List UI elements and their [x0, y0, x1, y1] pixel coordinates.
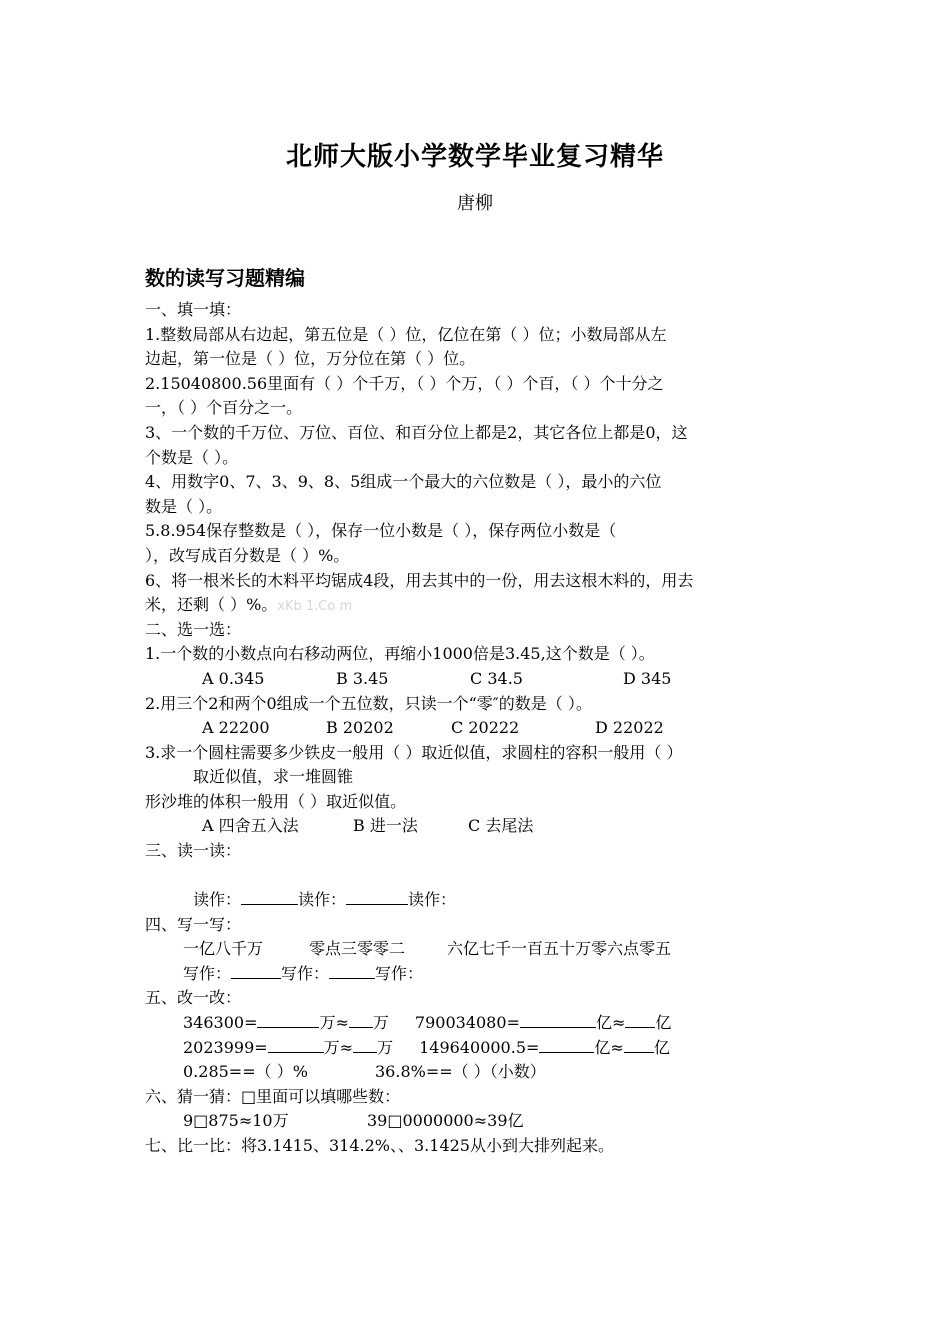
- rewrite-4-unit: 亿: [653, 1037, 670, 1057]
- choice-1-option-a: A 0.345: [202, 668, 265, 688]
- write-blank-1: [231, 962, 281, 979]
- choice-3-option-c: C 去尾法: [468, 816, 534, 836]
- choice-2-option-a: A 22200: [202, 718, 270, 738]
- section-title: 数的读写习题精编: [145, 266, 305, 290]
- choice-1-option-d: D 345: [623, 668, 672, 688]
- write-label-2: 写作：: [281, 963, 330, 983]
- rewrite-1-number: 346300=: [183, 1013, 258, 1033]
- guess-row: [145, 1109, 810, 1134]
- heading-compare: 七、比一比：将3.1415、314.2%、、3.1425从小到大排列起来。: [145, 1136, 614, 1155]
- read-blank-2: [346, 888, 408, 905]
- question-2-line-2: 一，（ ）个百分之一。: [145, 398, 303, 418]
- heading-fill-in: 一、填一填：: [145, 300, 242, 319]
- rewrite-3-unit-approx: 万≈: [323, 1037, 354, 1057]
- question-4-line-2: 数是（ ）。: [145, 496, 223, 516]
- guess-item-2: 39□0000000≈39亿: [367, 1111, 524, 1131]
- watermark: xKb 1.Co m: [277, 599, 353, 615]
- rewrite-4-number: 149640000.5=: [419, 1037, 540, 1057]
- choice-3-line-2: 取近似值，求一堆圆锥: [193, 767, 354, 787]
- write-row: [145, 962, 810, 987]
- choice-1-option-b: B 3.45: [336, 668, 389, 688]
- write-items: [145, 937, 810, 962]
- choice-1-options: [145, 667, 810, 692]
- rewrite-4-blank-a: [539, 1036, 594, 1053]
- rewrite-row-3: [145, 1060, 810, 1085]
- rewrite-2-unit: 亿: [655, 1013, 672, 1033]
- question-5-line-2: ），改写成百分数是（ ）%。: [145, 545, 350, 565]
- rewrite-3-blank-a: [268, 1036, 324, 1053]
- page-title: 北师大版小学数学毕业复习精华: [285, 142, 664, 172]
- guess-item-1: 9□875≈10万: [183, 1111, 289, 1131]
- read-label-1: 读作：: [193, 890, 242, 910]
- rewrite-1-blank-a: [257, 1011, 319, 1028]
- choice-3-option-b: B 进一法: [353, 816, 418, 836]
- write-label-1: 写作：: [183, 963, 232, 983]
- heading-rewrite: 五、改一改：: [145, 988, 242, 1008]
- choice-3-line-3: 形沙堆的体积一般用（ ）取近似值。: [145, 791, 407, 811]
- rewrite-1-blank-b: [349, 1011, 373, 1028]
- rewrite-3-number: 2023999=: [183, 1037, 268, 1057]
- write-item-2: 零点三零零二: [309, 939, 406, 959]
- heading-write: 四、写一写：: [145, 914, 242, 934]
- rewrite-2-unit-approx: 亿≈: [595, 1013, 626, 1033]
- question-1-line-2: 边起，第一位是（ ）位，万分位在第（ ）位。: [145, 349, 476, 369]
- question-4-line-1: 4、用数字0、7、3、9、8、5组成一个最大的六位数是（ ），最小的六位: [145, 472, 662, 492]
- question-6-text: 米，还剩（ ）%。: [145, 595, 278, 615]
- heading-guess: 六、猜一猜：□里面可以填哪些数：: [145, 1086, 401, 1106]
- rewrite-row-2: [145, 1036, 810, 1061]
- write-item-3: 六亿七千一百五十万零六点零五: [447, 939, 672, 959]
- question-3-line-1: 3、一个数的千万位、万位、百位、和百分位上都是2，其它各位上都是0，这: [145, 422, 688, 442]
- question-3-line-2: 个数是（ ）。: [145, 447, 239, 467]
- rewrite-2-number: 790034080=: [414, 1013, 520, 1033]
- choice-3-line-1: 3.求一个圆柱需要多少铁皮一般用（ ）取近似值，求圆柱的容积一般用（ ）: [145, 742, 683, 762]
- write-label-3: 写作：: [375, 963, 424, 983]
- choice-1: 1.一个数的小数点向右移动两位，再缩小1000倍是3.45,这个数是（ ）。: [145, 644, 655, 664]
- heading-read: 三、读一读：: [145, 841, 242, 861]
- rewrite-2-blank-b: [625, 1011, 655, 1028]
- rewrite-1-unit: 万: [372, 1013, 389, 1033]
- rewrite-3-blank-b: [353, 1036, 377, 1053]
- choice-3-option-a: A 四舍五入法: [202, 816, 299, 836]
- question-5-line-1: 5.8.954保存整数是（ ），保存一位小数是（ ），保存两位小数是（: [145, 521, 617, 541]
- question-1-line-1: 1.整数局部从右边起，第五位是（ ）位，亿位在第（ ）位；小数局部从左: [145, 324, 667, 344]
- read-row: [145, 864, 810, 913]
- rewrite-row-1: [145, 1011, 810, 1036]
- heading-choose: 二、选一选：: [145, 619, 242, 639]
- read-label-3: 读作：: [408, 890, 457, 910]
- rewrite-1-unit-approx: 万≈: [319, 1013, 349, 1033]
- choice-3-options: [145, 814, 810, 839]
- choice-2-option-c: C 20222: [451, 718, 520, 738]
- exercise-body: [145, 298, 810, 1159]
- write-item-1: 一亿八千万: [183, 939, 264, 959]
- question-6-line-2: [145, 593, 810, 618]
- choice-1-option-c: C 34.5: [470, 668, 523, 688]
- read-label-2: 读作：: [298, 890, 347, 910]
- rewrite-percent: 0.285==（ ）%: [183, 1062, 308, 1082]
- choice-2-option-d: D 22022: [595, 718, 664, 738]
- author-name: 唐柳: [457, 193, 493, 214]
- rewrite-2-blank-a: [520, 1011, 596, 1028]
- rewrite-4-blank-b: [624, 1036, 654, 1053]
- choice-2-options: [145, 716, 810, 741]
- rewrite-3-unit: 万: [377, 1037, 394, 1057]
- rewrite-4-unit-approx: 亿≈: [594, 1037, 624, 1057]
- read-blank-1: [241, 888, 298, 905]
- choice-2: 2.用三个2和两个0组成一个五位数，只读一个“零″的数是（ ）。: [145, 693, 592, 713]
- question-6-line-1: 6、将一根米长的木料平均锯成4段，用去其中的一份，用去这根木料的，用去: [145, 570, 694, 590]
- rewrite-decimal: 36.8%==（ ）（小数）: [375, 1062, 546, 1082]
- write-blank-2: [329, 962, 375, 979]
- question-2-line-1: 2.15040800.56里面有（ ）个千万，（ ）个万，（ ）个百，（ ）个十分之: [145, 373, 664, 393]
- choice-2-option-b: B 20202: [326, 718, 394, 738]
